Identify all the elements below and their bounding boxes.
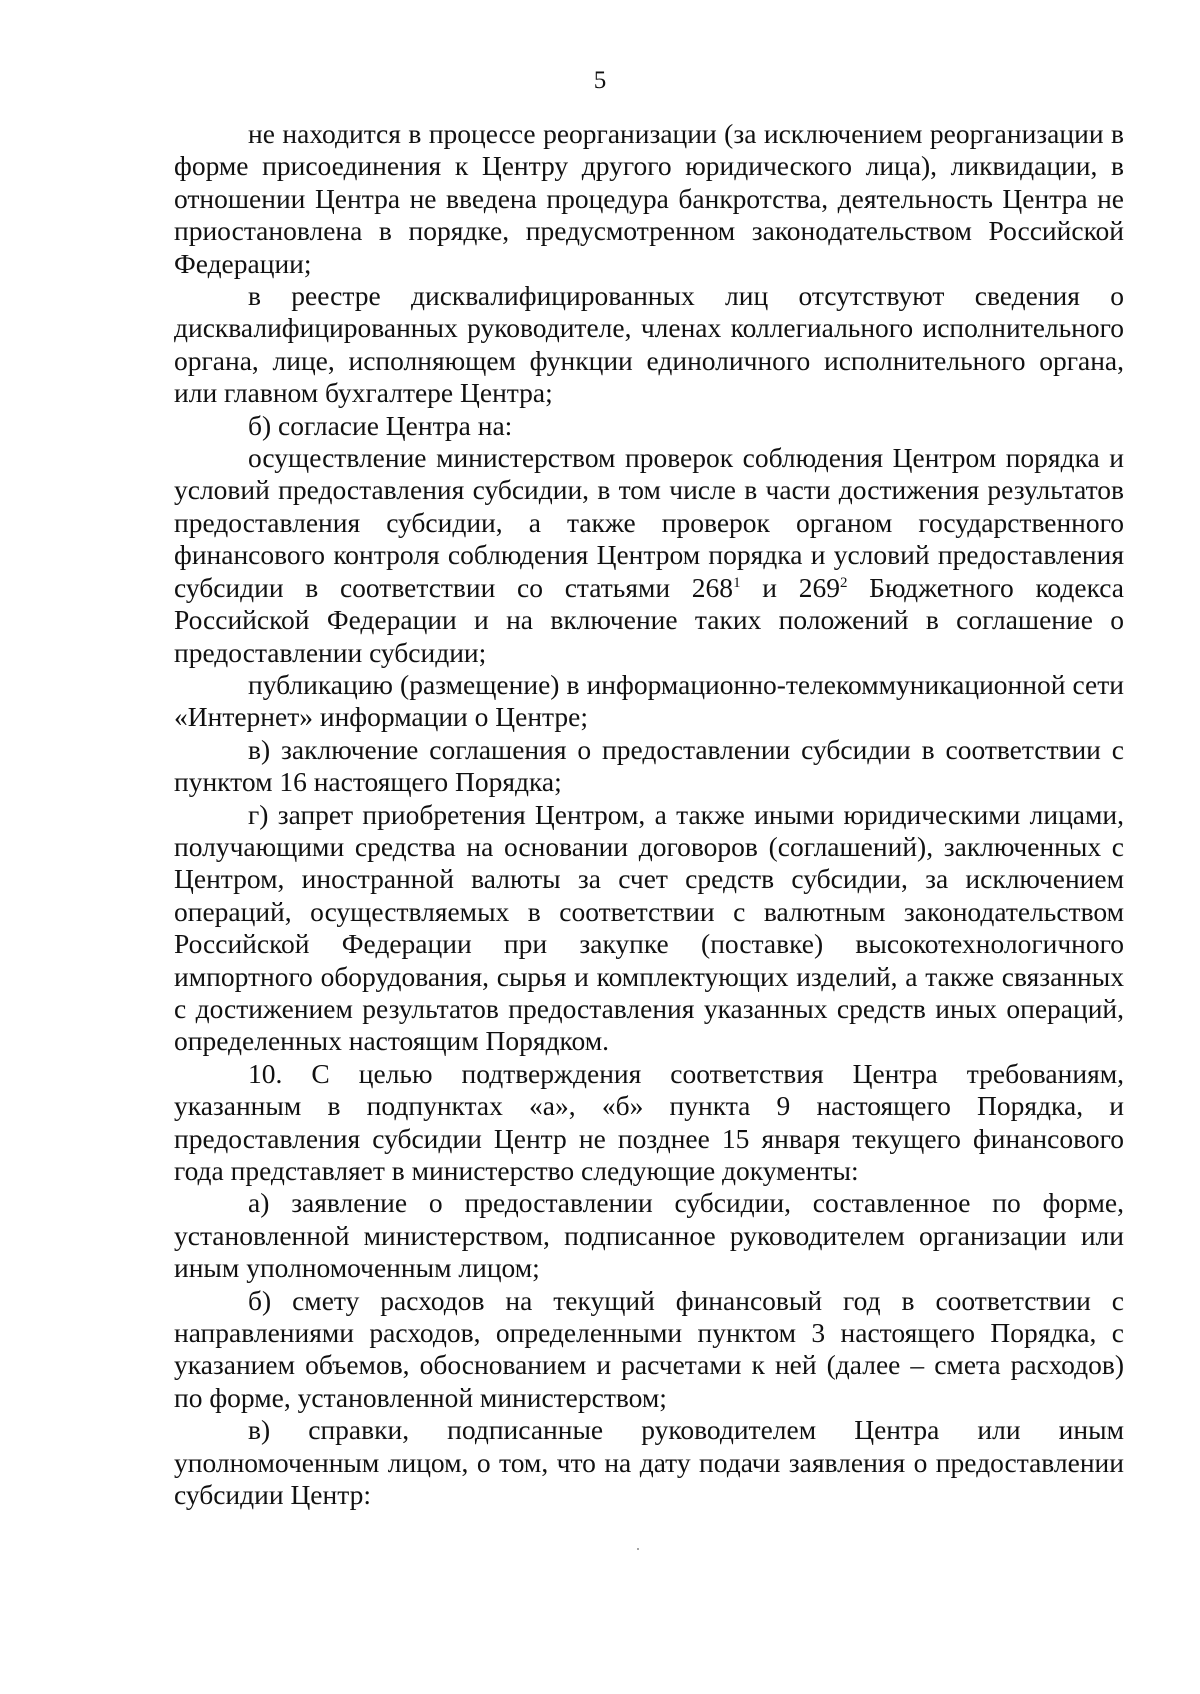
paragraph-clause-10: 10. С целью подтверждения соответствия Центра требованиям, указанным в подпунктах «а», «б» пункта 9 настоящего Порядка, и предоставления субсидии Центр не позднее 15 января текущего финансового года представляет в министерство следующие документы: bbox=[174, 1057, 1124, 1186]
page-number: 5 bbox=[593, 67, 607, 94]
inspections-text-middle: и 269 bbox=[740, 571, 840, 603]
footnote-superscript: 1 bbox=[733, 574, 741, 591]
paragraph-item-a-application: а) заявление о предоставлении субсидии, составленное по форме, установленной министерством, подписанное руководителем организации или иным уполномоченным лицом; bbox=[174, 1187, 1124, 1284]
footnote-superscript: 2 bbox=[839, 574, 848, 591]
paragraph-item-g-currency-ban: г) запрет приобретения Центром, а также иными юридическими лицами, получающими средства на основании договоров (соглашений), заключенных с Центром, иностранной валюты за счет средств субсидии, за исключением операций, осуществляемых в соответствии с валютным законодательством Российской Федерации при закупке (поставке) высокотехнологичного импортного оборудования, сырья и комплектующих изделий, а также связанных с достижением результатов предоставления указанных средств иных операций, определенных настоящим Порядком. bbox=[174, 798, 1124, 1057]
paragraph-item-v-certificates: в) справки, подписанные руководителем Центра или иным уполномоченным лицом, о том, что на дату подачи заявления о предоставлении субсидии Центр: bbox=[174, 1414, 1124, 1511]
paragraph-inspections-consent bbox=[174, 442, 1124, 669]
paragraph-not-in-reorganization: не находится в процессе реорганизации (за исключением реорганизации в форме присоединения к Центру другого юридического лица), ликвидации, в отношении Центра не введена процедура банкротства, деятельность Центра не приостановлена в порядке, предусмотренном законодательством Российской Федерации; bbox=[174, 118, 1124, 279]
scan-speck bbox=[637, 1548, 639, 1550]
paragraph-item-b-consent: б) согласие Центра на: bbox=[248, 409, 513, 441]
inspections-text-end: Бюджетного кодекса Российской Федерации и на включение таких положений в соглашение о предоставлении субсидии; bbox=[174, 571, 1125, 668]
paragraph-publication-consent: публикацию (размещение) в информационно-телекоммуникационной сети «Интернет» информации о Центре; bbox=[174, 668, 1124, 733]
document-body bbox=[174, 118, 1124, 1511]
inspections-text-start: осуществление министерством проверок соблюдения Центром порядка и условий предоставления субсидии, в том числе в части достижения результатов предоставления субсидии, а также проверок органом государственного финансового контроля соблюдения Центром порядка и условий предоставления субсидии в соответствии со статьями 268 bbox=[174, 442, 1124, 603]
paragraph-item-b-cost-estimate: б) смету расходов на текущий финансовый год в соответствии с направлениями расходов, определенными пунктом 3 настоящего Порядка, с указанием объемов, обоснованием и расчетами к ней (далее – смета расходов) по форме, установленной министерством; bbox=[174, 1284, 1124, 1413]
paragraph-item-v-agreement: в) заключение соглашения о предоставлении субсидии в соответствии с пунктом 16 настоящего Порядка; bbox=[174, 733, 1124, 798]
paragraph-disqualified-persons-registry: в реестре дисквалифицированных лиц отсутствуют сведения о дисквалифицированных руководителе, членах коллегиального исполнительного органа, лице, исполняющем функции единоличного исполнительного органа, или главном бухгалтере Центра; bbox=[174, 280, 1124, 409]
